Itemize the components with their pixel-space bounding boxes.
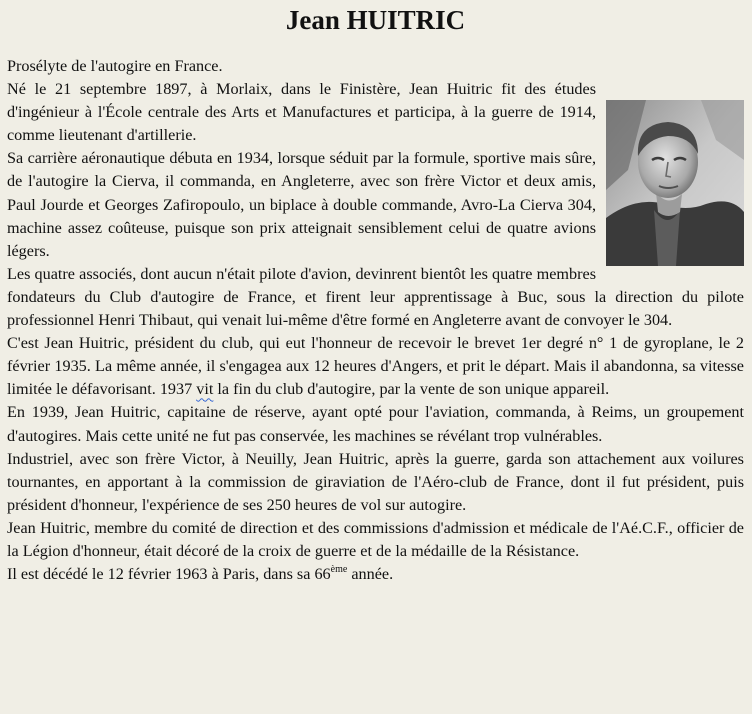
paragraph-career: Sa carrière aéronautique débuta en 1934, lorsque séduit par la formule, sportive mais sûre, de l'autogire la Cierva, il commanda, en Angleterre, avec son frère Victor et deux amis, Paul Jourde et Georges Zafiropoulo, un biplace à double commande, Avro-La Cierva 304, machine assez coûteuse, puisque son prix atteignait sensiblement celui de quatre avions légers. bbox=[7, 149, 596, 260]
portrait-image bbox=[606, 100, 744, 266]
paragraph-war: En 1939, Jean Huitric, capitaine de réserve, ayant opté pour l'aviation, commanda, à Reims, un groupement d'autogires. Mais cette unité ne fut pas conservée, les machines se révélant trop vulnérables. bbox=[7, 403, 744, 445]
paragraph-death bbox=[7, 563, 744, 586]
paragraph-industry: Industriel, avec son frère Victor, à Neuilly, Jean Huitric, après la guerre, garda son attachement aux voilures tournantes, en apportant à la commission de giraviation de l'Aéro-club de France, dont il fut président, puis président d'honneur, l'expérience de ses 250 heures de vol sur autogire. bbox=[7, 449, 744, 514]
paragraph-brevet bbox=[7, 332, 744, 401]
paragraph-brevet-text-b: la fin du club d'autogire, par la vente de son unique appareil. bbox=[213, 380, 610, 399]
portrait-photo bbox=[606, 100, 744, 266]
paragraph-birth: Né le 21 septembre 1897, à Morlaix, dans le Finistère, Jean Huitric fit des études d'ingénieur à l'École centrale des Arts et Manufactures et participa, à la guerre de 1914, comme lieutenant d'artillerie. bbox=[7, 80, 596, 145]
article-body bbox=[7, 55, 744, 586]
spellcheck-word: vit bbox=[196, 380, 214, 399]
paragraph-brevet-text-a: C'est Jean Huitric, président du club, qui eut l'honneur de recevoir le brevet 1er degré n° 1 de gyroplane, le 2 février 1935. La même année, il s'engagea aux 12 heures d'Angers, et prit le départ. Mais il abandonna, sa vitesse limitée le défavorisant. 1937 bbox=[7, 334, 744, 399]
paragraph-death-text-b: année. bbox=[347, 565, 394, 584]
ordinal-suffix: ème bbox=[330, 564, 348, 576]
paragraph-death-text-a: Il est décédé le 12 février 1963 à Paris, dans sa 66 bbox=[7, 565, 331, 584]
paragraph-honours: Jean Huitric, membre du comité de direction et des commissions d'admission et médicale de l'Aé.C.F., officier de la Légion d'honneur, était décoré de la croix de guerre et de la médaille de la Résistance. bbox=[7, 518, 744, 560]
page-title: Jean HUITRIC bbox=[285, 5, 466, 35]
paragraph-club: Les quatre associés, dont aucun n'était pilote d'avion, devinrent bientôt les quatre membres fondateurs du Club d'autogire de France, et firent leur apprentissage à Buc, sous la direction du pilote professionnel Henri Thibaut, qui venait lui-même d'être formé en Angleterre avant de convoyer le 304. bbox=[7, 264, 744, 330]
paragraph-intro: Prosélyte de l'autogire en France. bbox=[7, 57, 223, 75]
